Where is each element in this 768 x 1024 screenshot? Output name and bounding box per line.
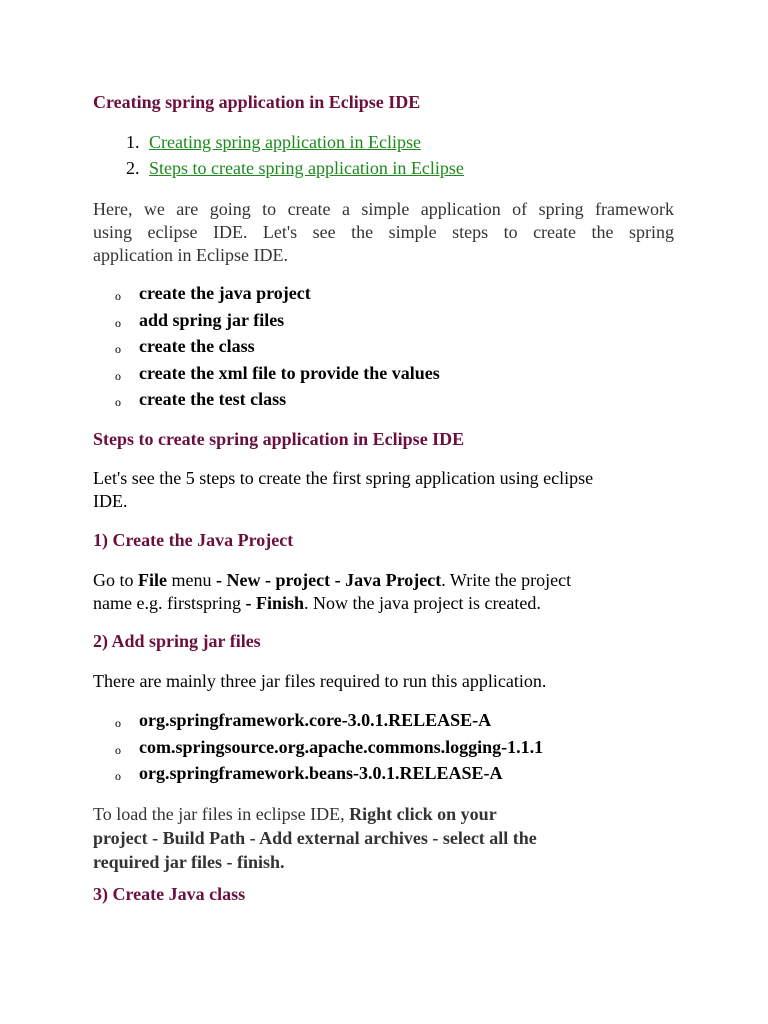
bullet-circle-icon: o bbox=[115, 395, 121, 409]
bullet-circle-icon: o bbox=[115, 716, 121, 730]
text-run-bold: File bbox=[138, 570, 167, 590]
list-item-text: org.springframework.core-3.0.1.RELEASE-A bbox=[139, 710, 492, 730]
toc-link-steps-to-create[interactable]: Steps to create spring application in Eclipse bbox=[149, 158, 464, 178]
bullet-circle-icon: o bbox=[115, 742, 121, 757]
step-1-paragraph bbox=[93, 569, 674, 615]
bullet-circle-icon: o bbox=[115, 342, 121, 356]
bullet-circle-icon: o bbox=[115, 769, 121, 783]
heading-step-3: 3) Create Java class bbox=[93, 884, 246, 904]
list-item-text: create the class bbox=[139, 336, 255, 356]
text-run: name e.g. firstspring bbox=[93, 593, 246, 613]
list-item-text: create the java project bbox=[139, 283, 311, 303]
heading-creating-spring-app: Creating spring application in Eclipse IDE bbox=[93, 92, 421, 112]
steps-intro-line: IDE. bbox=[93, 491, 128, 511]
text-run: Go to bbox=[93, 570, 138, 590]
text-run-bold: required jar files - finish. bbox=[93, 852, 285, 872]
list-item-text: com.springsource.org.apache.commons.logging-1.1.1 bbox=[139, 736, 544, 757]
heading-steps-to-create: Steps to create spring application in Eclipse IDE bbox=[93, 429, 465, 449]
text-run-bold: - Build Path - Add external archives - select all the bbox=[147, 828, 537, 848]
intro-paragraph bbox=[93, 198, 674, 267]
toc-link-creating-spring-app[interactable]: Creating spring application in Eclipse bbox=[149, 132, 421, 152]
text-run: To load the jar files in eclipse IDE, bbox=[93, 804, 350, 824]
steps-intro-paragraph bbox=[93, 467, 674, 513]
bullet-circle-icon: o bbox=[115, 315, 121, 330]
intro-line: application in Eclipse IDE. bbox=[93, 245, 288, 265]
bullet-circle-icon: o bbox=[115, 368, 121, 383]
step-2-intro: There are mainly three jar files required to run this application. bbox=[93, 671, 547, 691]
text-run-bold: Right click on your bbox=[349, 804, 497, 824]
heading-step-2: 2) Add spring jar files bbox=[93, 631, 261, 651]
heading-step-1: 1) Create the Java Project bbox=[93, 530, 294, 550]
text-run: . Now the java project is created. bbox=[304, 593, 541, 613]
steps-intro-line: Let's see the 5 steps to create the first spring application using eclipse bbox=[93, 468, 594, 488]
text-run: menu bbox=[167, 570, 216, 590]
intro-line: Here, we are going to create a simple application of spring framework bbox=[93, 199, 674, 219]
bullet-circle-icon: o bbox=[115, 289, 121, 303]
toc-number: 2. bbox=[126, 158, 140, 178]
text-run: . Write the project bbox=[441, 570, 572, 590]
intro-line: using eclipse IDE. Let's see the simple steps to create the spring bbox=[93, 222, 674, 242]
list-item-text: create the test class bbox=[139, 389, 287, 409]
toc-number: 1. bbox=[126, 132, 140, 152]
list-item-text: add spring jar files bbox=[139, 309, 285, 330]
text-run-bold: - New - project - Java Project bbox=[216, 570, 442, 590]
list-item-text: create the xml file to provide the values bbox=[139, 362, 440, 383]
text-run-bold: project bbox=[93, 828, 148, 848]
text-run-bold: - Finish bbox=[245, 593, 304, 613]
load-jar-paragraph bbox=[93, 802, 674, 874]
list-item-text: org.springframework.beans-3.0.1.RELEASE-A bbox=[139, 763, 503, 783]
